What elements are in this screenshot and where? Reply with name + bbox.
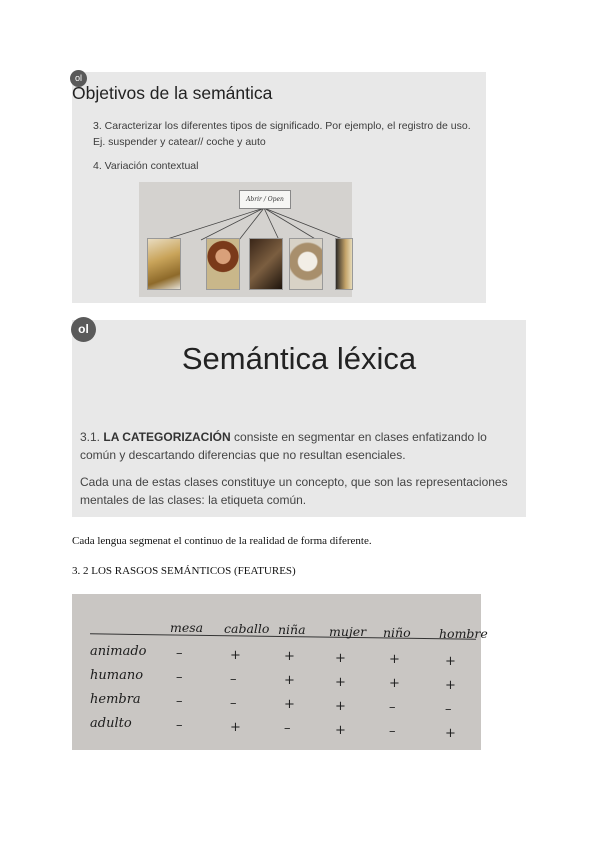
slide-objetivos — [72, 72, 486, 303]
body-paragraph: Cada lengua segmenat el continuo de la realidad de forma diferente. — [72, 535, 372, 547]
photo-umbrella — [249, 238, 283, 290]
table-column-header: mujer — [329, 623, 367, 639]
table-cell: – — [176, 718, 183, 733]
table-cell: – — [230, 695, 237, 711]
slide-title: Semántica léxica — [181, 341, 417, 376]
section-heading: 3. 2 LOS RASGOS SEMÁNTICOS (FEATURES) — [72, 565, 296, 577]
table-column-header: niño — [383, 624, 411, 640]
objective-4: 4. Variación contextual — [93, 160, 199, 172]
slide-semantica-lexica — [72, 320, 526, 517]
table-cell: + — [335, 650, 346, 666]
slide-logo-icon: ol — [70, 70, 87, 87]
table-cell: – — [176, 694, 183, 709]
table-cell: – — [284, 721, 291, 736]
table-cell: + — [445, 677, 456, 693]
table-column-header: niña — [278, 622, 306, 638]
table-column-header: hombre — [439, 626, 488, 641]
table-cell: + — [389, 652, 400, 667]
table-row-label: humano — [90, 668, 144, 683]
table-cell: – — [230, 671, 237, 687]
section-number: 3.1. — [80, 430, 104, 444]
table-cell: + — [445, 653, 456, 669]
photo-bottles — [147, 238, 181, 290]
categorization-paragraph — [80, 428, 516, 464]
table-cell: – — [389, 724, 396, 739]
table-cell: + — [335, 698, 346, 714]
slide-title: Objetivos de la semántica — [72, 83, 273, 103]
photo-door — [335, 238, 353, 290]
table-cell: – — [176, 670, 183, 685]
table-cell: + — [230, 647, 241, 663]
table-cell: + — [284, 673, 295, 688]
definition-text: consiste en segmentar en clases enfatizando lo común y descartando diferencias que no resultan esenciales. — [80, 430, 487, 462]
table-cell: + — [284, 649, 295, 664]
table-row-label: hembra — [90, 692, 141, 707]
table-cell: – — [176, 646, 183, 661]
table-cell: – — [445, 701, 452, 717]
table-column-header: mesa — [170, 620, 204, 635]
contextual-variation-image — [139, 182, 352, 297]
table-cell: + — [335, 722, 346, 738]
term-highlight: LA CATEGORIZACIÓN — [103, 430, 231, 444]
sign-label: Abrir / Open — [239, 190, 291, 209]
table-column-header: caballo — [224, 621, 270, 637]
concept-paragraph: Cada una de estas clases constituye un concepto, que son las representaciones mentales de las clases: la etiqueta común. — [80, 475, 508, 507]
slide-logo-icon: ol — [71, 317, 96, 342]
table-cell: + — [230, 719, 241, 735]
table-row-label: animado — [90, 644, 147, 659]
photo-reading — [206, 238, 240, 290]
table-cell: + — [284, 697, 295, 712]
table-cell: + — [335, 674, 346, 690]
objective-3: 3. Caracterizar los diferentes tipos de significado. Por ejemplo, el registro de uso. Ej. suspender y catear// coche y auto — [93, 120, 471, 148]
table-cell: + — [389, 676, 400, 691]
semantic-features-table — [72, 594, 488, 750]
table-cell: + — [445, 725, 456, 741]
table-row-label: adulto — [90, 716, 132, 731]
photo-person — [289, 238, 323, 290]
table-cell: – — [389, 700, 396, 715]
